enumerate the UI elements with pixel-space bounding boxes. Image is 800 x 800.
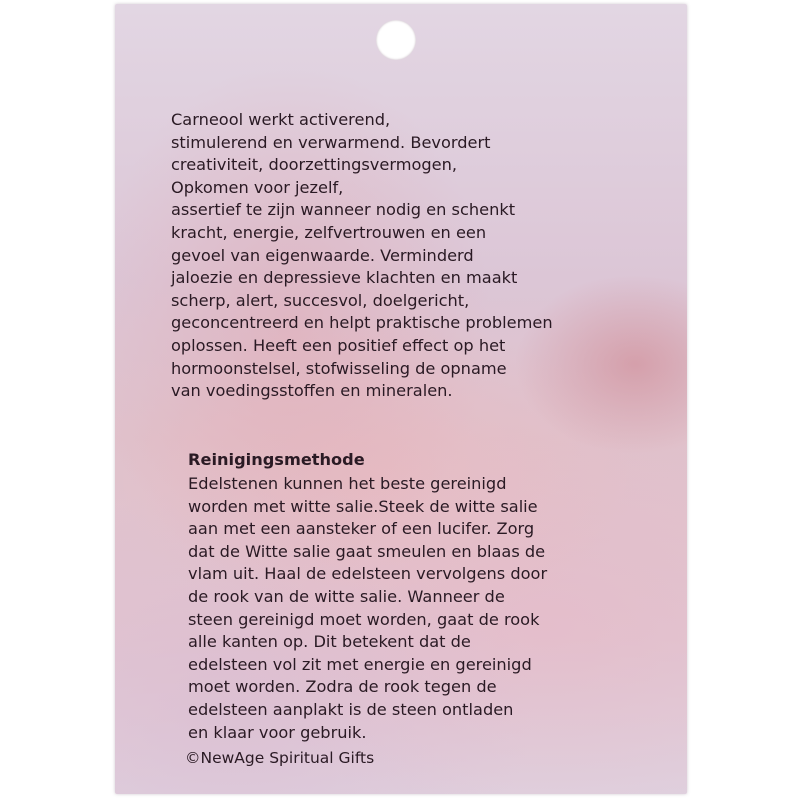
cleaning-heading: Reinigingsmethode — [188, 450, 365, 469]
hang-hole — [376, 20, 416, 60]
copyright-footer: ©NewAge Spiritual Gifts — [185, 749, 375, 767]
intro-text: Carneool werkt activerend, stimulerend en verwarmend. Bevordert creativiteit, doorzettingsvermogen, Opkomen voor jezelf, assertief te zijn wanneer nodig en schenkt kracht, energie, zelfvertrouwen en een gevoel van eigenwaarde. Verminderd jaloezie en depressieve klachten en maakt scherp, alert, succesvol, doelgericht, geconcentreerd en helpt praktische problemen oplossen. Heeft een positief effect op het hormoonstelsel, stofwisseling de opname van voedingsstoffen en mineralen. — [171, 110, 553, 401]
cleaning-text: Edelstenen kunnen het beste gereinigd worden met witte salie.Steek de witte salie aan met een aansteker of een lucifer. Zorg dat de Witte salie gaat smeulen en blaas de vlam uit. Haal de edelsteen vervolgens door de rook van de witte salie. Wanneer de steen gereinigd moet worden, gaat de rook alle kanten op. Dit betekent dat de edelsteen vol zit met energie en gereinigd moet worden. Zodra de rook tegen de edelsteen aanplakt is de steen ontladen en klaar voor gebruik. — [188, 474, 548, 742]
product-card — [115, 4, 687, 794]
